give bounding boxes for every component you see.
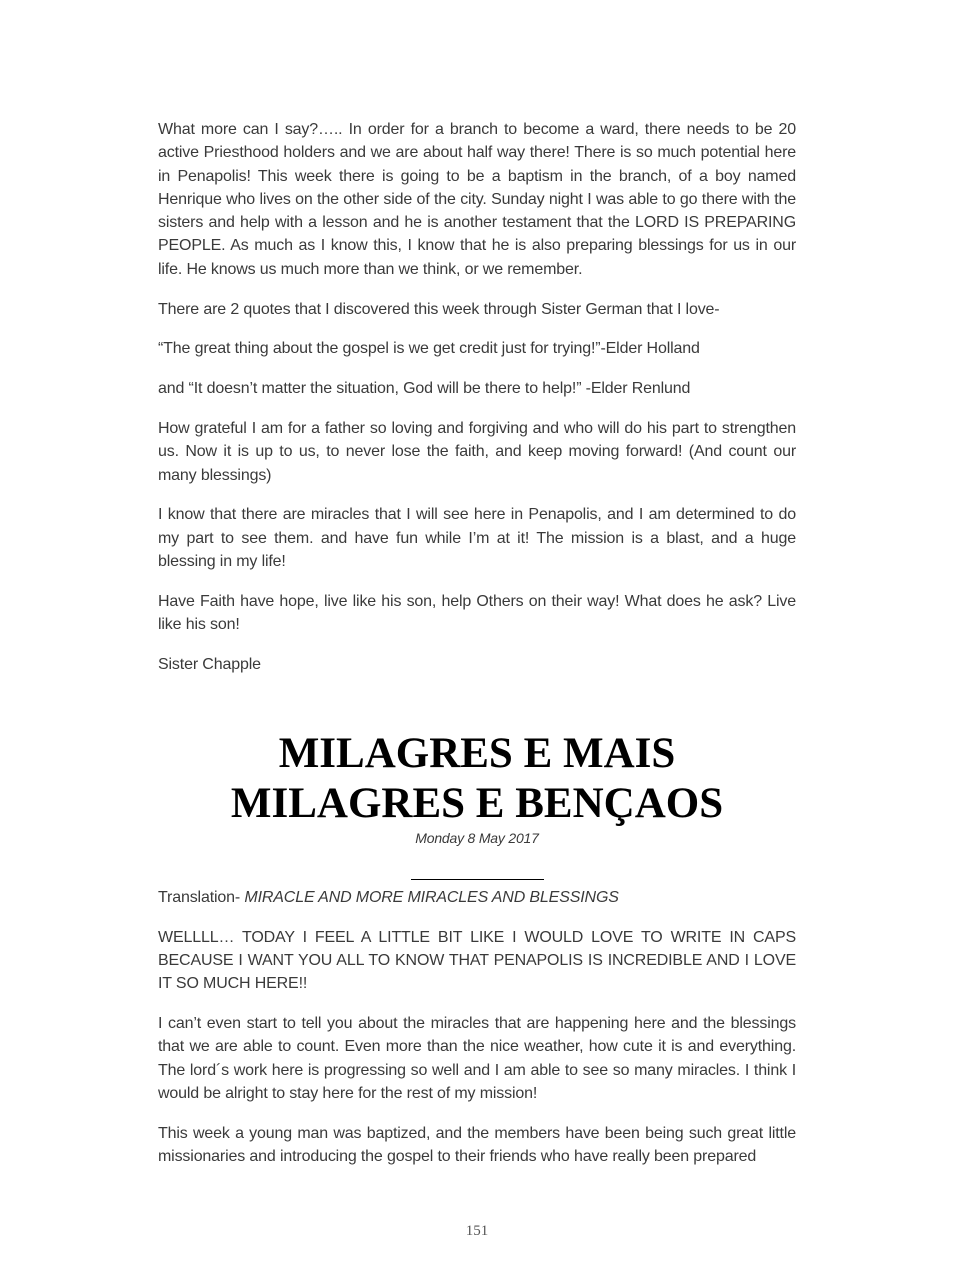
paragraph-gratitude: How grateful I am for a father so loving and forgiving and who will do his part to strengthen us. Now it is up to us, to never lose the faith, and keep moving forward! (And count our many blessings) <box>158 419 796 484</box>
paragraph-miracles: I know that there are miracles that I will see here in Penapolis, and I am determined to do my part to see them. and have fun while I’m at it! The mission is a blast, and a huge blessing in my life! <box>158 506 796 570</box>
signature: Sister Chapple <box>158 655 261 673</box>
paragraph-quotes-intro: There are 2 quotes that I discovered this week through Sister German that I love- <box>158 300 720 318</box>
translation-title: MIRACLE AND MORE MIRACLES AND BLESSINGS <box>244 889 619 906</box>
translation-prefix: Translation- <box>158 889 245 906</box>
paragraph-caps-intro: WELLLL… TODAY I FEEL A LITTLE BIT LIKE I WOULD LOVE TO WRITE IN CAPS BECAUSE I WANT YOU ALL TO KNOW THAT PENAPOLIS IS INCREDIBLE AND I LOVE IT SO MUCH HERE!! <box>158 928 796 993</box>
translation-line <box>158 886 796 909</box>
title-divider <box>411 879 544 880</box>
article-header <box>0 729 954 847</box>
article-date: Monday 8 May 2017 <box>415 830 539 846</box>
paragraph-faith-hope: Have Faith have hope, live like his son, help Others on their way! What does he ask? Live like his son! <box>158 592 796 634</box>
quote-elder-holland: “The great thing about the gospel is we get credit just for trying!”-Elder Holland <box>158 340 700 358</box>
page-number: 151 <box>465 1223 489 1239</box>
letter-body <box>158 118 796 676</box>
article-body <box>158 886 796 1168</box>
paragraph-baptism: This week a young man was baptized, and the members have been being such great little missionaries and introducing the gospel to their friends who have really been prepared <box>158 1124 796 1166</box>
article-title-line2: MILAGRES E BENÇAOS <box>230 780 724 827</box>
quote-elder-renlund: and “It doesn’t matter the situation, God will be there to help!” -Elder Renlund <box>158 380 691 398</box>
paragraph-blessings: I can’t even start to tell you about the miracles that are happening here and the blessings that we are able to count. Even more than the nice weather, how cute it is and everything. The lord´s work here is progressing so well and I am able to see so many miracles. I think I would be alright to stay here for the rest of my mission! <box>158 1015 796 1103</box>
paragraph-branch-progress: What more can I say?….. In order for a branch to become a ward, there needs to be 20 active Priesthood holders and we are about half way there! There is so much potential here in Penapolis! This week there is going to be a baptism in the branch, of a boy named Henrique who lives on the other side of the city. Sunday night I was able to go there with the sisters and help with a lesson and he is another testament that the LORD IS PREPARING PEOPLE. As much as I know this, I know that he is also preparing blessings for us in our life. He knows us much more than we think, or we remember. <box>158 121 796 278</box>
article-title-line1: MILAGRES E MAIS <box>278 730 676 777</box>
